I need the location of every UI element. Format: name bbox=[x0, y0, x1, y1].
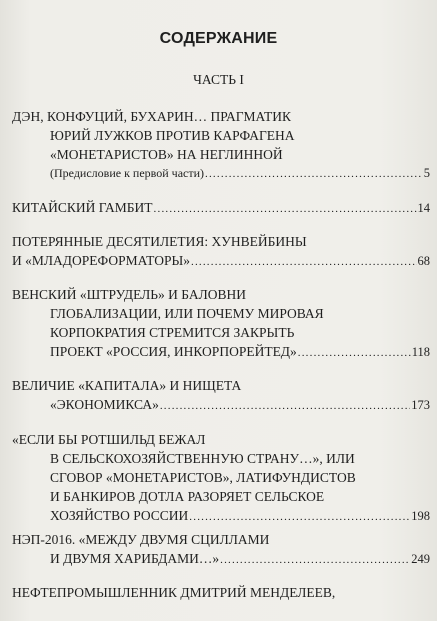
toc-entry[interactable] bbox=[12, 530, 430, 570]
toc-entry[interactable] bbox=[12, 232, 430, 272]
toc-entry[interactable] bbox=[12, 376, 430, 416]
entry-title-line: НЭП-2016. «МЕЖДУ ДВУМЯ СЦИЛЛАМИ bbox=[12, 532, 270, 547]
dot-leader bbox=[189, 508, 410, 527]
entry-title-line: ДЭН, КОНФУЦИЙ, БУХАРИН… ПРАГМАТИК bbox=[12, 109, 292, 124]
page-number: 198 bbox=[411, 509, 430, 523]
entry-title-line: И ДВУМЯ ХАРИБДАМИ…» bbox=[50, 551, 220, 566]
toc-entry[interactable] bbox=[12, 285, 430, 363]
entry-title-line: ВЕЛИЧИЕ «КАПИТАЛА» И НИЩЕТА bbox=[12, 378, 242, 393]
entry-title-line: СГОВОР «МОНЕТАРИСТОВ», ЛАТИФУНДИСТОВ bbox=[50, 470, 356, 485]
part-title: ЧАСТЬ I bbox=[193, 72, 244, 87]
page-number: 249 bbox=[411, 552, 430, 566]
entry-title-line: «ЕСЛИ БЫ РОТШИЛЬД БЕЖАЛ bbox=[12, 432, 206, 447]
toc-entry[interactable] bbox=[12, 198, 430, 219]
entry-title-line: «ЭКОНОМИКСА» bbox=[50, 397, 159, 412]
entry-title-line: И «МЛАДОРЕФОРМАТОРЫ» bbox=[12, 253, 190, 268]
entry-title-line: ПОТЕРЯННЫЕ ДЕСЯТИЛЕТИЯ: ХУНВЕЙБИНЫ bbox=[12, 234, 307, 249]
dot-leader bbox=[205, 165, 423, 184]
entry-title-line: ПРОЕКТ «РОССИЯ, ИНКОРПОРЕЙТЕД» bbox=[50, 344, 297, 359]
entry-title-line: ЮРИЙ ЛУЖКОВ ПРОТИВ КАРФАГЕНА bbox=[50, 128, 295, 143]
dot-leader bbox=[154, 200, 417, 219]
toc-entry[interactable] bbox=[12, 430, 430, 527]
entry-title-line: КОРПОКРАТИЯ СТРЕМИТСЯ ЗАКРЫТЬ bbox=[50, 325, 295, 340]
entry-title-line: ВЕНСКИЙ «ШТРУДЕЛЬ» И БАЛОВНИ bbox=[12, 287, 247, 302]
dot-leader bbox=[160, 397, 410, 416]
entry-title-line: КИТАЙСКИЙ ГАМБИТ bbox=[12, 200, 153, 215]
dot-leader bbox=[298, 344, 411, 363]
entry-title-line: НЕФТЕПРОМЫШЛЕННИК ДМИТРИЙ МЕНДЕЛЕЕВ, bbox=[12, 585, 336, 600]
entry-title-line: И БАНКИРОВ ДОТЛА РАЗОРЯЕТ СЕЛЬСКОЕ bbox=[50, 489, 325, 504]
page-number: 118 bbox=[411, 345, 430, 359]
entry-title-line: ХОЗЯЙСТВО РОССИИ bbox=[50, 508, 189, 523]
page-number: 173 bbox=[411, 398, 430, 412]
page-number: 5 bbox=[423, 166, 430, 180]
page-number: 68 bbox=[417, 254, 430, 268]
toc-heading: СОДЕРЖАНИЕ bbox=[159, 30, 278, 47]
dot-leader bbox=[191, 253, 417, 272]
toc-entry[interactable] bbox=[12, 107, 430, 184]
entry-title-line: В СЕЛЬСКОХОЗЯЙСТВЕННУЮ СТРАНУ…», ИЛИ bbox=[50, 451, 355, 466]
entry-title-line: ГЛОБАЛИЗАЦИИ, ИЛИ ПОЧЕМУ МИРОВАЯ bbox=[50, 306, 324, 321]
entry-title-line: «МОНЕТАРИСТОВ» НА НЕГЛИННОЙ bbox=[50, 147, 283, 162]
dot-leader bbox=[220, 551, 410, 570]
entry-subtitle: (Предисловие к первой части) bbox=[50, 166, 205, 180]
toc-entry[interactable] bbox=[12, 583, 430, 602]
page-number: 14 bbox=[417, 201, 430, 215]
